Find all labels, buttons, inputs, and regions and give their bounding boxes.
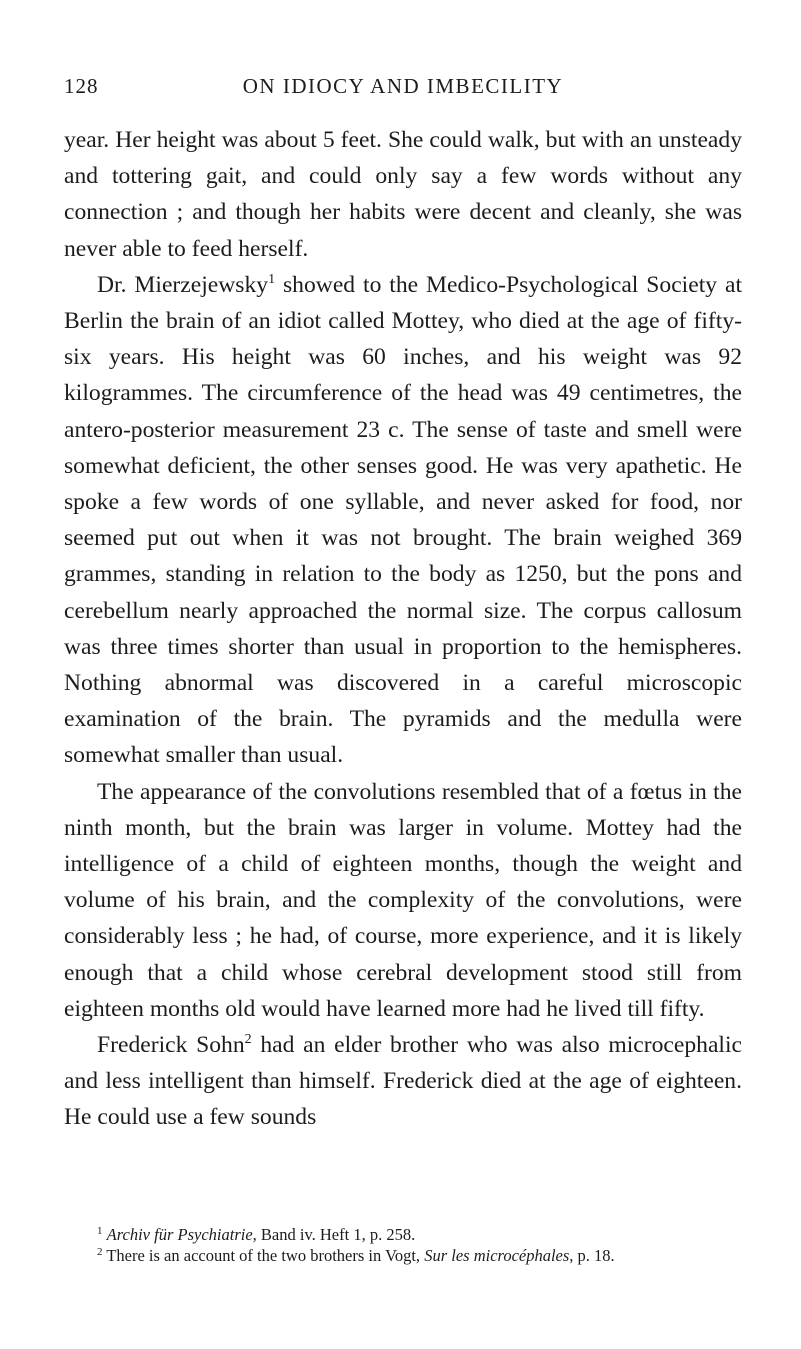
paragraph-text: Frederick Sohn [97, 1032, 245, 1059]
paragraph-text: Dr. Mierzejewsky [97, 271, 269, 298]
footnote [64, 1245, 742, 1266]
footnotes [64, 1224, 742, 1266]
body-text [64, 122, 742, 1136]
paragraph [64, 267, 742, 774]
paragraph: year. Her height was about 5 feet. She could walk, but with an unsteady and tottering gait, and could only say a few words without any connection ; and though her habits were decent and cleanly, she was never able to feed herself. [64, 127, 742, 262]
footnote-text: , Band iv. Heft 1, p. 258. [252, 1225, 416, 1244]
footnote-title: Sur les microcéphales [424, 1246, 570, 1265]
page-number: 128 [64, 74, 99, 98]
footnote [64, 1224, 742, 1245]
footnote-ref: 1 [268, 271, 276, 287]
footnote-title: Archiv für Psychiatrie [106, 1225, 253, 1244]
paragraph-text: showed to the Medico-Psychological Society at Berlin the brain of an idiot called Mottey, who died at the age of fifty-six years. His height was 60 inches, and his weight was 92 kilogrammes. The circumference of the head was 49 centimetres, the antero-posterior measurement 23 c. The sense of taste and smell were somewhat deficient, the other senses good. He was very apathetic. He spoke a few words of one syllable, and never asked for food, nor seemed put out when it was not brought. The brain weighed 369 grammes, standing in relation to the body as 1250, but the pons and cerebellum nearly approached the normal size. The corpus callosum was three times shorter than usual in proportion to the hemispheres. Nothing abnormal was discovered in a careful microscopic examination of the brain. The pyramids and the medulla were somewhat smaller than usual. [64, 271, 742, 769]
footnote-ref: 2 [244, 1032, 252, 1048]
running-title: ON IDIOCY AND IMBECILITY [242, 74, 564, 98]
paragraph [64, 1027, 742, 1136]
running-header [64, 74, 742, 108]
footnote-mark: 1 [97, 1225, 103, 1237]
footnote-text: , p. 18. [569, 1246, 615, 1265]
paragraph: The appearance of the convolutions resembled that of a fœtus in the ninth month, but the brain was larger in volume. Mottey had the intelligence of a child of eighteen months, though the weight and volume of his brain, and the complexity of the convolutions, were considerably less ; he had, of course, more experience, and it is likely enough that a child whose cerebral development stood still from eighteen months old would have learned more had he lived till fifty. [64, 778, 742, 1022]
footnote-mark: 2 [97, 1246, 103, 1258]
paragraph-text: had an elder brother who was also microcephalic and less intelligent than himself. Frederick died at the age of eighteen. He could use a few sounds [64, 1032, 743, 1131]
footnote-text: There is an account of the two brothers in Vogt, [106, 1246, 425, 1265]
